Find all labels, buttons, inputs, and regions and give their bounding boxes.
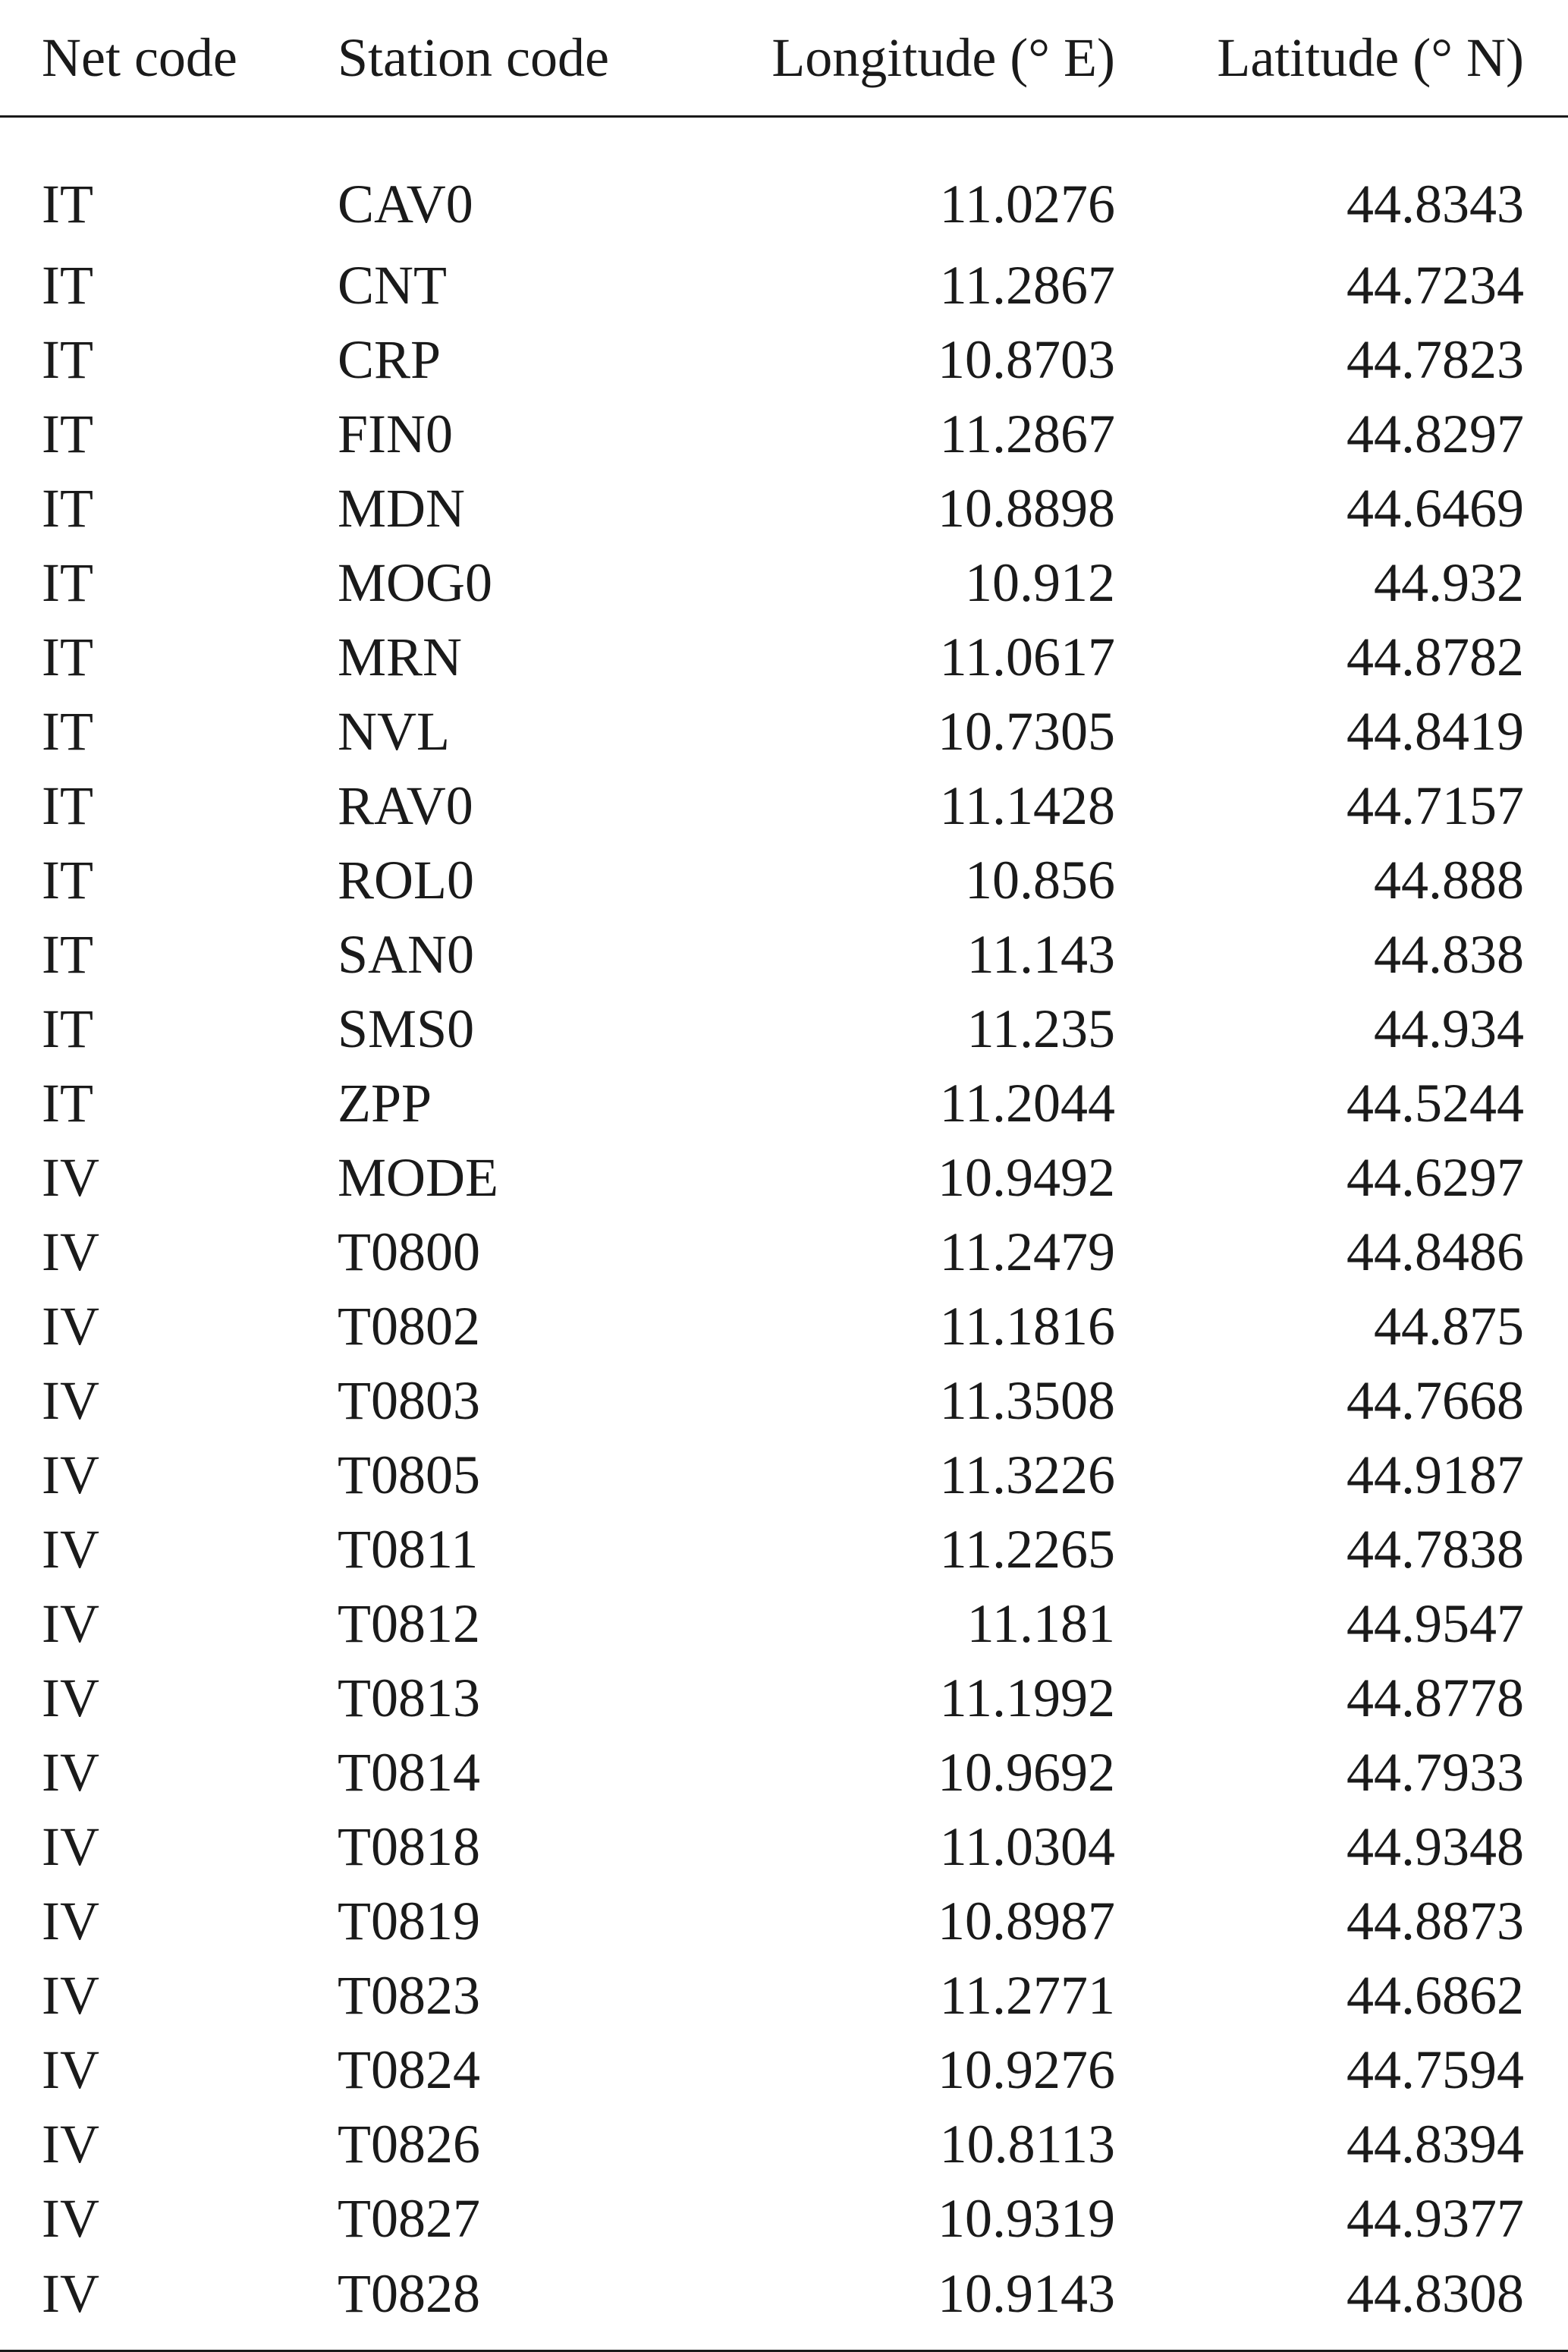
cell-longitude: 11.0304 bbox=[939, 1816, 1115, 1877]
cell-station-code: CRP bbox=[338, 329, 441, 390]
cell-longitude: 10.8113 bbox=[939, 2114, 1115, 2174]
cell-station-code: T0823 bbox=[338, 1965, 480, 2026]
cell-latitude: 44.5244 bbox=[1346, 1073, 1524, 1134]
cell-net-code: IV bbox=[0, 2256, 338, 2351]
cell-longitude: 10.9492 bbox=[938, 1147, 1115, 1208]
cell-longitude: 10.8987 bbox=[938, 1891, 1115, 1951]
cell-net-code: IT bbox=[42, 850, 93, 910]
table-row bbox=[0, 1066, 1568, 1140]
cell-latitude: 44.7234 bbox=[1346, 255, 1524, 316]
cell-latitude: 44.7668 bbox=[1346, 1370, 1524, 1431]
cell-net-code: IV bbox=[42, 1593, 99, 1654]
cell-station-code: SMS0 bbox=[338, 998, 475, 1059]
cell-longitude: 11.3226 bbox=[939, 1445, 1115, 1505]
cell-latitude: 44.8778 bbox=[1346, 1668, 1524, 1728]
header-latitude: Latitude (° N) bbox=[1115, 0, 1568, 117]
cell-latitude: 44.8486 bbox=[1346, 1222, 1524, 1282]
cell-station-code: CAV0 bbox=[338, 174, 473, 234]
cell-station-code: T0819 bbox=[338, 1891, 480, 1951]
cell-latitude: 44.7933 bbox=[1346, 1742, 1524, 1803]
cell-latitude: 44.8308 bbox=[1115, 2256, 1568, 2351]
cell-station-code: FIN0 bbox=[338, 404, 454, 464]
cell-station-code: T0828 bbox=[338, 2256, 683, 2351]
table-row bbox=[0, 1958, 1568, 2033]
cell-net-code: IT bbox=[42, 478, 93, 539]
cell-station-code: ROL0 bbox=[338, 850, 474, 910]
table-row bbox=[0, 694, 1568, 769]
header-net-code: Net code bbox=[0, 0, 338, 117]
cell-station-code: T0814 bbox=[338, 1742, 480, 1803]
cell-station-code: T0805 bbox=[338, 1445, 480, 1505]
cell-latitude: 44.9348 bbox=[1346, 1816, 1524, 1877]
cell-station-code: MOG0 bbox=[338, 552, 493, 613]
cell-net-code: IV bbox=[42, 1222, 99, 1282]
table-row bbox=[0, 2107, 1568, 2181]
cell-net-code: IV bbox=[42, 1296, 99, 1357]
table-row bbox=[0, 992, 1568, 1066]
table-row bbox=[0, 1735, 1568, 1810]
cell-latitude: 44.7594 bbox=[1346, 2039, 1524, 2100]
table-row bbox=[0, 2033, 1568, 2107]
table-row bbox=[0, 917, 1568, 992]
cell-station-code: RAV0 bbox=[338, 775, 473, 836]
table-row bbox=[0, 1884, 1568, 1958]
cell-station-code: T0803 bbox=[338, 1370, 480, 1431]
cell-net-code: IV bbox=[42, 2114, 99, 2174]
cell-net-code: IT bbox=[42, 627, 93, 687]
cell-net-code: IV bbox=[42, 1742, 99, 1803]
cell-net-code: IT bbox=[42, 1073, 93, 1134]
table-row bbox=[0, 769, 1568, 843]
cell-station-code: MRN bbox=[338, 627, 463, 687]
cell-longitude: 10.9319 bbox=[938, 2188, 1115, 2249]
cell-longitude: 11.2044 bbox=[939, 1073, 1115, 1134]
cell-latitude: 44.838 bbox=[1374, 924, 1524, 985]
cell-longitude: 11.0617 bbox=[939, 627, 1115, 687]
table-row bbox=[0, 1438, 1568, 1512]
cell-longitude: 10.7305 bbox=[938, 701, 1115, 762]
cell-longitude: 11.2265 bbox=[939, 1519, 1115, 1580]
cell-net-code: IV bbox=[42, 1445, 99, 1505]
cell-station-code: SAN0 bbox=[338, 924, 475, 985]
cell-station-code: T0826 bbox=[338, 2114, 480, 2174]
cell-net-code: IV bbox=[42, 1147, 99, 1208]
cell-latitude: 44.7823 bbox=[1346, 329, 1524, 390]
cell-longitude: 11.181 bbox=[966, 1593, 1115, 1654]
table-header bbox=[0, 0, 1568, 117]
cell-net-code: IV bbox=[42, 1370, 99, 1431]
cell-latitude: 44.8782 bbox=[1346, 627, 1524, 687]
cell-latitude: 44.6297 bbox=[1346, 1147, 1524, 1208]
cell-station-code: T0813 bbox=[338, 1668, 480, 1728]
cell-latitude: 44.7838 bbox=[1346, 1519, 1524, 1580]
table-row bbox=[0, 1289, 1568, 1363]
table-row bbox=[0, 117, 1568, 249]
table-body bbox=[0, 117, 1568, 2351]
cell-station-code: ZPP bbox=[338, 1073, 432, 1134]
cell-latitude: 44.9547 bbox=[1346, 1593, 1524, 1654]
cell-net-code: IV bbox=[42, 2188, 99, 2249]
cell-latitude: 44.8873 bbox=[1346, 1891, 1524, 1951]
cell-longitude: 11.2867 bbox=[939, 404, 1115, 464]
cell-station-code: NVL bbox=[338, 701, 450, 762]
table-row bbox=[0, 471, 1568, 546]
cell-longitude: 11.1992 bbox=[939, 1668, 1115, 1728]
cell-station-code: T0812 bbox=[338, 1593, 480, 1654]
cell-net-code: IV bbox=[42, 1816, 99, 1877]
cell-net-code: IV bbox=[42, 1519, 99, 1580]
table-row bbox=[0, 843, 1568, 917]
cell-latitude: 44.9187 bbox=[1346, 1445, 1524, 1505]
cell-net-code: IT bbox=[42, 998, 93, 1059]
cell-latitude: 44.888 bbox=[1374, 850, 1524, 910]
cell-net-code: IT bbox=[42, 701, 93, 762]
cell-longitude: 11.1428 bbox=[939, 775, 1115, 836]
cell-latitude: 44.875 bbox=[1374, 1296, 1524, 1357]
cell-net-code: IV bbox=[42, 1891, 99, 1951]
cell-latitude: 44.8419 bbox=[1346, 701, 1524, 762]
cell-station-code: MDN bbox=[338, 478, 466, 539]
cell-station-code: T0818 bbox=[338, 1816, 480, 1877]
table-row bbox=[0, 397, 1568, 471]
cell-longitude: 11.2771 bbox=[939, 1965, 1115, 2026]
table-row bbox=[0, 620, 1568, 694]
table-row bbox=[0, 1586, 1568, 1661]
cell-latitude: 44.932 bbox=[1374, 552, 1524, 613]
cell-net-code: IV bbox=[42, 2039, 99, 2100]
cell-longitude: 10.9143 bbox=[683, 2256, 1115, 2351]
cell-station-code: T0811 bbox=[338, 1519, 479, 1580]
table-row bbox=[0, 1810, 1568, 1884]
cell-longitude: 10.9276 bbox=[938, 2039, 1115, 2100]
cell-station-code: CNT bbox=[338, 255, 447, 316]
cell-station-code: T0800 bbox=[338, 1222, 480, 1282]
cell-longitude: 11.235 bbox=[966, 998, 1115, 1059]
cell-latitude: 44.8297 bbox=[1346, 404, 1524, 464]
cell-longitude: 10.912 bbox=[965, 552, 1115, 613]
table-row bbox=[0, 1215, 1568, 1289]
cell-net-code: IV bbox=[42, 1965, 99, 2026]
cell-net-code: IT bbox=[42, 924, 93, 985]
cell-longitude: 11.3508 bbox=[939, 1370, 1115, 1431]
cell-latitude: 44.8394 bbox=[1346, 2114, 1524, 2174]
cell-latitude: 44.6469 bbox=[1346, 478, 1524, 539]
cell-station-code: MODE bbox=[338, 1147, 498, 1208]
cell-longitude: 10.856 bbox=[965, 850, 1115, 910]
cell-longitude: 11.2479 bbox=[939, 1222, 1115, 1282]
table-row bbox=[0, 1140, 1568, 1215]
cell-net-code: IT bbox=[42, 552, 93, 613]
cell-net-code: IT bbox=[42, 255, 93, 316]
table-row bbox=[0, 1512, 1568, 1586]
cell-longitude: 11.2867 bbox=[939, 255, 1115, 316]
cell-longitude: 11.0276 bbox=[939, 174, 1115, 234]
table-row bbox=[0, 2256, 1568, 2351]
cell-net-code: IT bbox=[42, 174, 93, 234]
cell-longitude: 11.1816 bbox=[939, 1296, 1115, 1357]
header-longitude: Longitude (° E) bbox=[683, 0, 1115, 117]
cell-station-code: T0824 bbox=[338, 2039, 480, 2100]
table-row bbox=[0, 2181, 1568, 2256]
table-row bbox=[0, 546, 1568, 620]
table-row bbox=[0, 248, 1568, 322]
table-row bbox=[0, 1363, 1568, 1438]
cell-net-code: IT bbox=[42, 404, 93, 464]
cell-latitude: 44.9377 bbox=[1346, 2188, 1524, 2249]
header-row bbox=[0, 0, 1568, 117]
cell-latitude: 44.7157 bbox=[1346, 775, 1524, 836]
cell-latitude: 44.6862 bbox=[1346, 1965, 1524, 2026]
cell-net-code: IT bbox=[42, 329, 93, 390]
cell-station-code: T0802 bbox=[338, 1296, 480, 1357]
cell-latitude: 44.8343 bbox=[1346, 174, 1524, 234]
cell-longitude: 11.143 bbox=[966, 924, 1115, 985]
cell-net-code: IV bbox=[42, 1668, 99, 1728]
cell-net-code: IT bbox=[42, 775, 93, 836]
header-station-code: Station code bbox=[338, 0, 683, 117]
cell-longitude: 10.9692 bbox=[938, 1742, 1115, 1803]
cell-latitude: 44.934 bbox=[1374, 998, 1524, 1059]
cell-longitude: 10.8703 bbox=[938, 329, 1115, 390]
cell-longitude: 10.8898 bbox=[938, 478, 1115, 539]
cell-station-code: T0827 bbox=[338, 2188, 480, 2249]
table-row bbox=[0, 1661, 1568, 1735]
table-row bbox=[0, 322, 1568, 397]
